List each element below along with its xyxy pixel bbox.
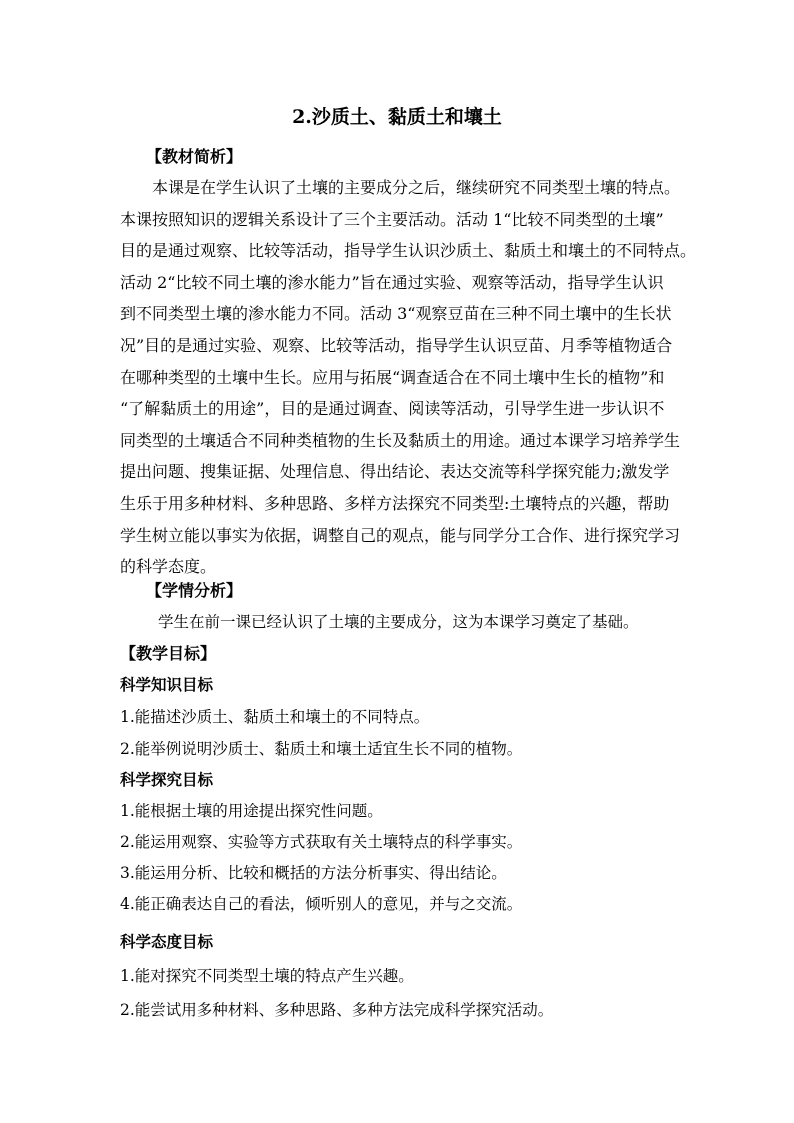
paragraph-line: 活动 2“比较不同土壤的渗水能力”旨在通过实验、观察等活动，指导学生认识 [120, 272, 664, 292]
paragraph-line: 况”目的是通过实验、观察、比较等活动，指导学生认识豆苗、月季等植物适合 [120, 335, 673, 355]
section-heading-teaching-goals: 【教学目标】 [120, 644, 217, 663]
paragraph-line: “了解黏质土的用途”，目的是通过调查、阅读等活动，引导学生进一步认识不 [120, 399, 665, 419]
paragraph-line: 本课是在学生认识了土壤的主要成分之后，继续研究不同类型土壤的特点。 [152, 178, 681, 197]
document-title: 2.沙质土、黏质土和壤土 [292, 106, 502, 128]
paragraph-line: 本课按照知识的逻辑关系设计了三个主要活动。活动 1“比较不同类型的土壤” [120, 209, 664, 229]
paragraph-line: 在哪种类型的土壤中生长。应用与拓展“调查适合在不同土壤中生长的植物”和 [120, 367, 665, 387]
subheading-knowledge-goals: 科学知识目标 [120, 675, 214, 694]
paragraph-line: 生乐于用多种材料、多种思路、多样方法探究不同类型:土壤特点的兴趣，帮助 [120, 493, 670, 513]
learner-analysis-text: 学生在前一课已经认识了土壤的主要成分，这为本课学习奠定了基础。 [158, 613, 639, 631]
subheading-attitude-goals: 科学态度目标 [120, 932, 214, 951]
paragraph-line: 提出问题、搜集证据、处理信息、得出结论、表达交流等科学探究能力;激发学 [120, 462, 670, 482]
paragraph-line: 的科学态度。 [120, 557, 217, 577]
section-heading-material-analysis: 【教材简析】 [146, 147, 243, 166]
goal-item: 1.能根据土壤的用途提出探究性问题。 [120, 802, 383, 820]
goal-item: 2.能尝试用多种材料、多种思路、多种方法完成科学探究活动。 [120, 1001, 554, 1019]
goal-item: 2.能运用观察、实验等方式获取有关土壤特点的科学事实。 [120, 833, 523, 851]
goal-item: 3.能运用分析、比较和概括的方法分析事实、得出结论。 [120, 864, 507, 882]
paragraph-line: 学生树立能以事实为依据，调整自己的观点，能与同学分工合作、进行探究学习 [120, 525, 681, 545]
section-heading-learner-analysis: 【学情分析】 [146, 581, 243, 600]
goal-item: 1.能对探究不同类型土壤的特点产生兴趣。 [120, 967, 414, 985]
goal-item: 1.能描述沙质土、黏质土和壤土的不同特点。 [120, 708, 430, 726]
paragraph-line: 到不同类型土壤的渗水能力不同。活动 3“观察豆苗在三种不同土壤中的生长状 [120, 304, 672, 324]
subheading-inquiry-goals: 科学探究目标 [120, 770, 214, 789]
goal-item: 4.能正确表达自己的看法，倾听别人的意见，并与之交流。 [120, 895, 523, 913]
material-analysis-paragraph [120, 172, 697, 583]
paragraph-line: 同类型的土壤适合不同种类植物的生长及黏质土的用途。通过本课学习培养学生 [120, 430, 681, 450]
paragraph-line: 目的是通过观察、比较等活动，指导学生认识沙质土、黏质土和壤土的不同特点。 [120, 241, 697, 261]
goal-item: 2.能举例说明沙质士、黏质土和壤土适宜生长不同的植物。 [120, 740, 523, 758]
